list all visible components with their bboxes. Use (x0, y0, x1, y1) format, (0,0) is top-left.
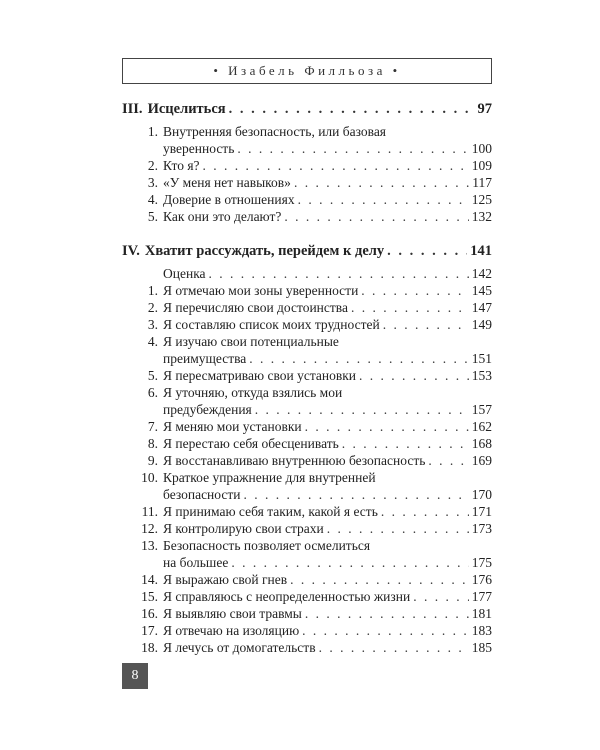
leader-dots (294, 174, 469, 191)
leader-dots (342, 435, 469, 452)
leader-dots (327, 520, 469, 537)
toc-entry[interactable] (122, 123, 492, 140)
entry-title: Я изучаю свои потенциальные (163, 334, 339, 349)
section-number: III. (122, 101, 143, 117)
toc-entry-list (122, 123, 492, 225)
entry-title: Оценка (163, 266, 206, 281)
toc-entry[interactable] (122, 191, 492, 208)
leader-dots (359, 367, 469, 384)
entry-page: 132 (471, 209, 492, 224)
leader-dots (231, 554, 468, 571)
table-of-contents (122, 95, 492, 656)
entry-title: Я выражаю свой гнев (163, 572, 288, 587)
toc-entry[interactable] (122, 639, 492, 656)
toc-entry[interactable] (122, 299, 492, 316)
leader-dots (383, 316, 469, 333)
entry-title: Я перечисляю свои достоинства (163, 300, 348, 315)
entry-page: 109 (471, 158, 492, 173)
entry-title: Я контролирую свои страхи (163, 521, 324, 536)
entry-number: 5. (147, 368, 158, 383)
entry-page: 181 (471, 606, 492, 621)
entry-number: 17. (141, 623, 158, 638)
page-number-badge (122, 663, 148, 689)
entry-title: Доверие в отношениях (163, 192, 295, 207)
leader-dots (305, 605, 469, 622)
entry-page: 151 (471, 351, 492, 366)
entry-number: 16. (141, 606, 158, 621)
toc-entry[interactable] (122, 537, 492, 554)
leader-dots (319, 639, 469, 656)
toc-section-3[interactable] (122, 101, 492, 123)
toc-entry-continuation[interactable] (122, 401, 492, 418)
entry-number: 3. (147, 317, 158, 332)
entry-number: 15. (141, 589, 158, 604)
leader-dots (298, 191, 469, 208)
toc-entry[interactable] (122, 265, 492, 282)
entry-title: Краткое упражнение для внутренней (163, 470, 376, 485)
entry-title: Я принимаю себя таким, какой я есть (163, 504, 378, 519)
toc-entry-continuation[interactable] (122, 486, 492, 503)
toc-entry[interactable] (122, 452, 492, 469)
entry-number: 5. (147, 209, 158, 224)
toc-section-4[interactable] (122, 243, 492, 265)
entry-title: Кто я? (163, 158, 200, 173)
leader-dots (203, 157, 469, 174)
entry-page: 162 (471, 419, 492, 434)
entry-title: Я уточняю, откуда взялись мои (163, 385, 343, 400)
section-number: IV. (122, 243, 140, 259)
entry-title: Как они это делают? (163, 209, 282, 224)
entry-title: Я лечусь от домогательств (163, 640, 316, 655)
leader-dots (249, 350, 468, 367)
toc-entry[interactable] (122, 418, 492, 435)
entry-number: 8. (147, 436, 158, 451)
entry-page: 176 (471, 572, 492, 587)
toc-entry[interactable] (122, 520, 492, 537)
entry-page: 145 (471, 283, 492, 298)
entry-title-cont: преимущества (163, 351, 247, 366)
leader-dots (209, 265, 469, 282)
section-page: 141 (470, 243, 492, 259)
toc-entry[interactable] (122, 174, 492, 191)
toc-entry[interactable] (122, 384, 492, 401)
entry-number: 11. (141, 504, 158, 519)
leader-dots (351, 299, 469, 316)
leader-dots (302, 622, 469, 639)
entry-page: 168 (471, 436, 492, 451)
toc-entry[interactable] (122, 208, 492, 225)
leader-dots (428, 452, 468, 469)
toc-entry[interactable] (122, 622, 492, 639)
entry-number: 1. (147, 124, 158, 139)
entry-page: 169 (471, 453, 492, 468)
toc-entry-continuation[interactable] (122, 554, 492, 571)
entry-title: Внутренняя безопасность, или базовая (163, 124, 387, 139)
leader-dots (361, 282, 468, 299)
entry-title-cont: предубеждения (163, 402, 252, 417)
entry-title-cont: на большее (163, 555, 229, 570)
entry-number: 4. (147, 192, 158, 207)
entry-number: 7. (147, 419, 158, 434)
entry-page: 185 (471, 640, 492, 655)
entry-page: 117 (472, 175, 492, 190)
entry-page: 149 (471, 317, 492, 332)
toc-entry[interactable] (122, 157, 492, 174)
entry-number: 4. (147, 334, 158, 349)
author-name: • Изабель Филльоза • (213, 63, 401, 78)
entry-title-cont: безопасности (163, 487, 241, 502)
entry-number: 1. (147, 283, 158, 298)
entry-title: «У меня нет навыков» (163, 175, 291, 190)
section-title: Хватит рассуждать, перейдем к делу (144, 243, 385, 259)
section-title: Исцелиться (147, 101, 226, 117)
entry-page: 170 (471, 487, 492, 502)
entry-number: 13. (141, 538, 158, 553)
entry-number: 3. (147, 175, 158, 190)
toc-entry[interactable] (122, 367, 492, 384)
toc-entry[interactable] (122, 588, 492, 605)
entry-page: 153 (471, 368, 492, 383)
toc-entry[interactable] (122, 333, 492, 350)
section-page: 97 (477, 101, 492, 117)
toc-entry[interactable] (122, 435, 492, 452)
entry-title: Я отвечаю на изоляцию (163, 623, 300, 638)
running-header (122, 58, 492, 84)
entry-page: 183 (471, 623, 492, 638)
entry-number: 9. (147, 453, 158, 468)
page-number: 8 (131, 668, 139, 683)
toc-entry[interactable] (122, 605, 492, 622)
entry-page: 142 (471, 266, 492, 281)
entry-title-cont: уверенность (163, 141, 235, 156)
entry-page: 125 (471, 192, 492, 207)
entry-page: 175 (471, 555, 492, 570)
toc-entry[interactable] (122, 571, 492, 588)
toc-entry[interactable] (122, 503, 492, 520)
entry-page: 173 (471, 521, 492, 536)
entry-number: 18. (141, 640, 158, 655)
leader-dots (305, 418, 469, 435)
leader-dots (255, 401, 469, 418)
entry-page: 147 (471, 300, 492, 315)
leader-dots (237, 140, 468, 157)
entry-title: Я меняю мои установки (163, 419, 302, 434)
leader-dots (387, 243, 467, 260)
entry-number: 2. (147, 300, 158, 315)
entry-title: Я выявляю свои травмы (163, 606, 302, 621)
leader-dots (244, 486, 469, 503)
leader-dots (381, 503, 469, 520)
entry-page: 157 (471, 402, 492, 417)
toc-entry[interactable] (122, 282, 492, 299)
entry-title: Безопасность позволяет осмелиться (163, 538, 371, 553)
toc-entry[interactable] (122, 469, 492, 486)
entry-title: Я восстанавливаю внутреннюю безопасность (163, 453, 426, 468)
entry-title: Я отмечаю мои зоны уверенности (163, 283, 359, 298)
entry-number: 6. (147, 385, 158, 400)
entry-title: Я пересматриваю свои установки (163, 368, 357, 383)
toc-entry-list (122, 265, 492, 656)
leader-dots (229, 101, 475, 118)
entry-page: 171 (471, 504, 492, 519)
leader-dots (413, 588, 469, 605)
leader-dots (290, 571, 469, 588)
entry-number: 2. (147, 158, 158, 173)
toc-entry[interactable] (122, 316, 492, 333)
leader-dots (284, 208, 468, 225)
entry-page: 177 (471, 589, 492, 604)
entry-number: 14. (141, 572, 158, 587)
toc-entry-continuation[interactable] (122, 140, 492, 157)
entry-title: Я составляю список моих трудностей (163, 317, 380, 332)
entry-number: 10. (141, 470, 158, 485)
toc-entry-continuation[interactable] (122, 350, 492, 367)
entry-title: Я справляюсь с неопределенностью жизни (163, 589, 411, 604)
entry-number: 12. (141, 521, 158, 536)
entry-title: Я перестаю себя обесценивать (163, 436, 339, 451)
entry-page: 100 (471, 141, 492, 156)
